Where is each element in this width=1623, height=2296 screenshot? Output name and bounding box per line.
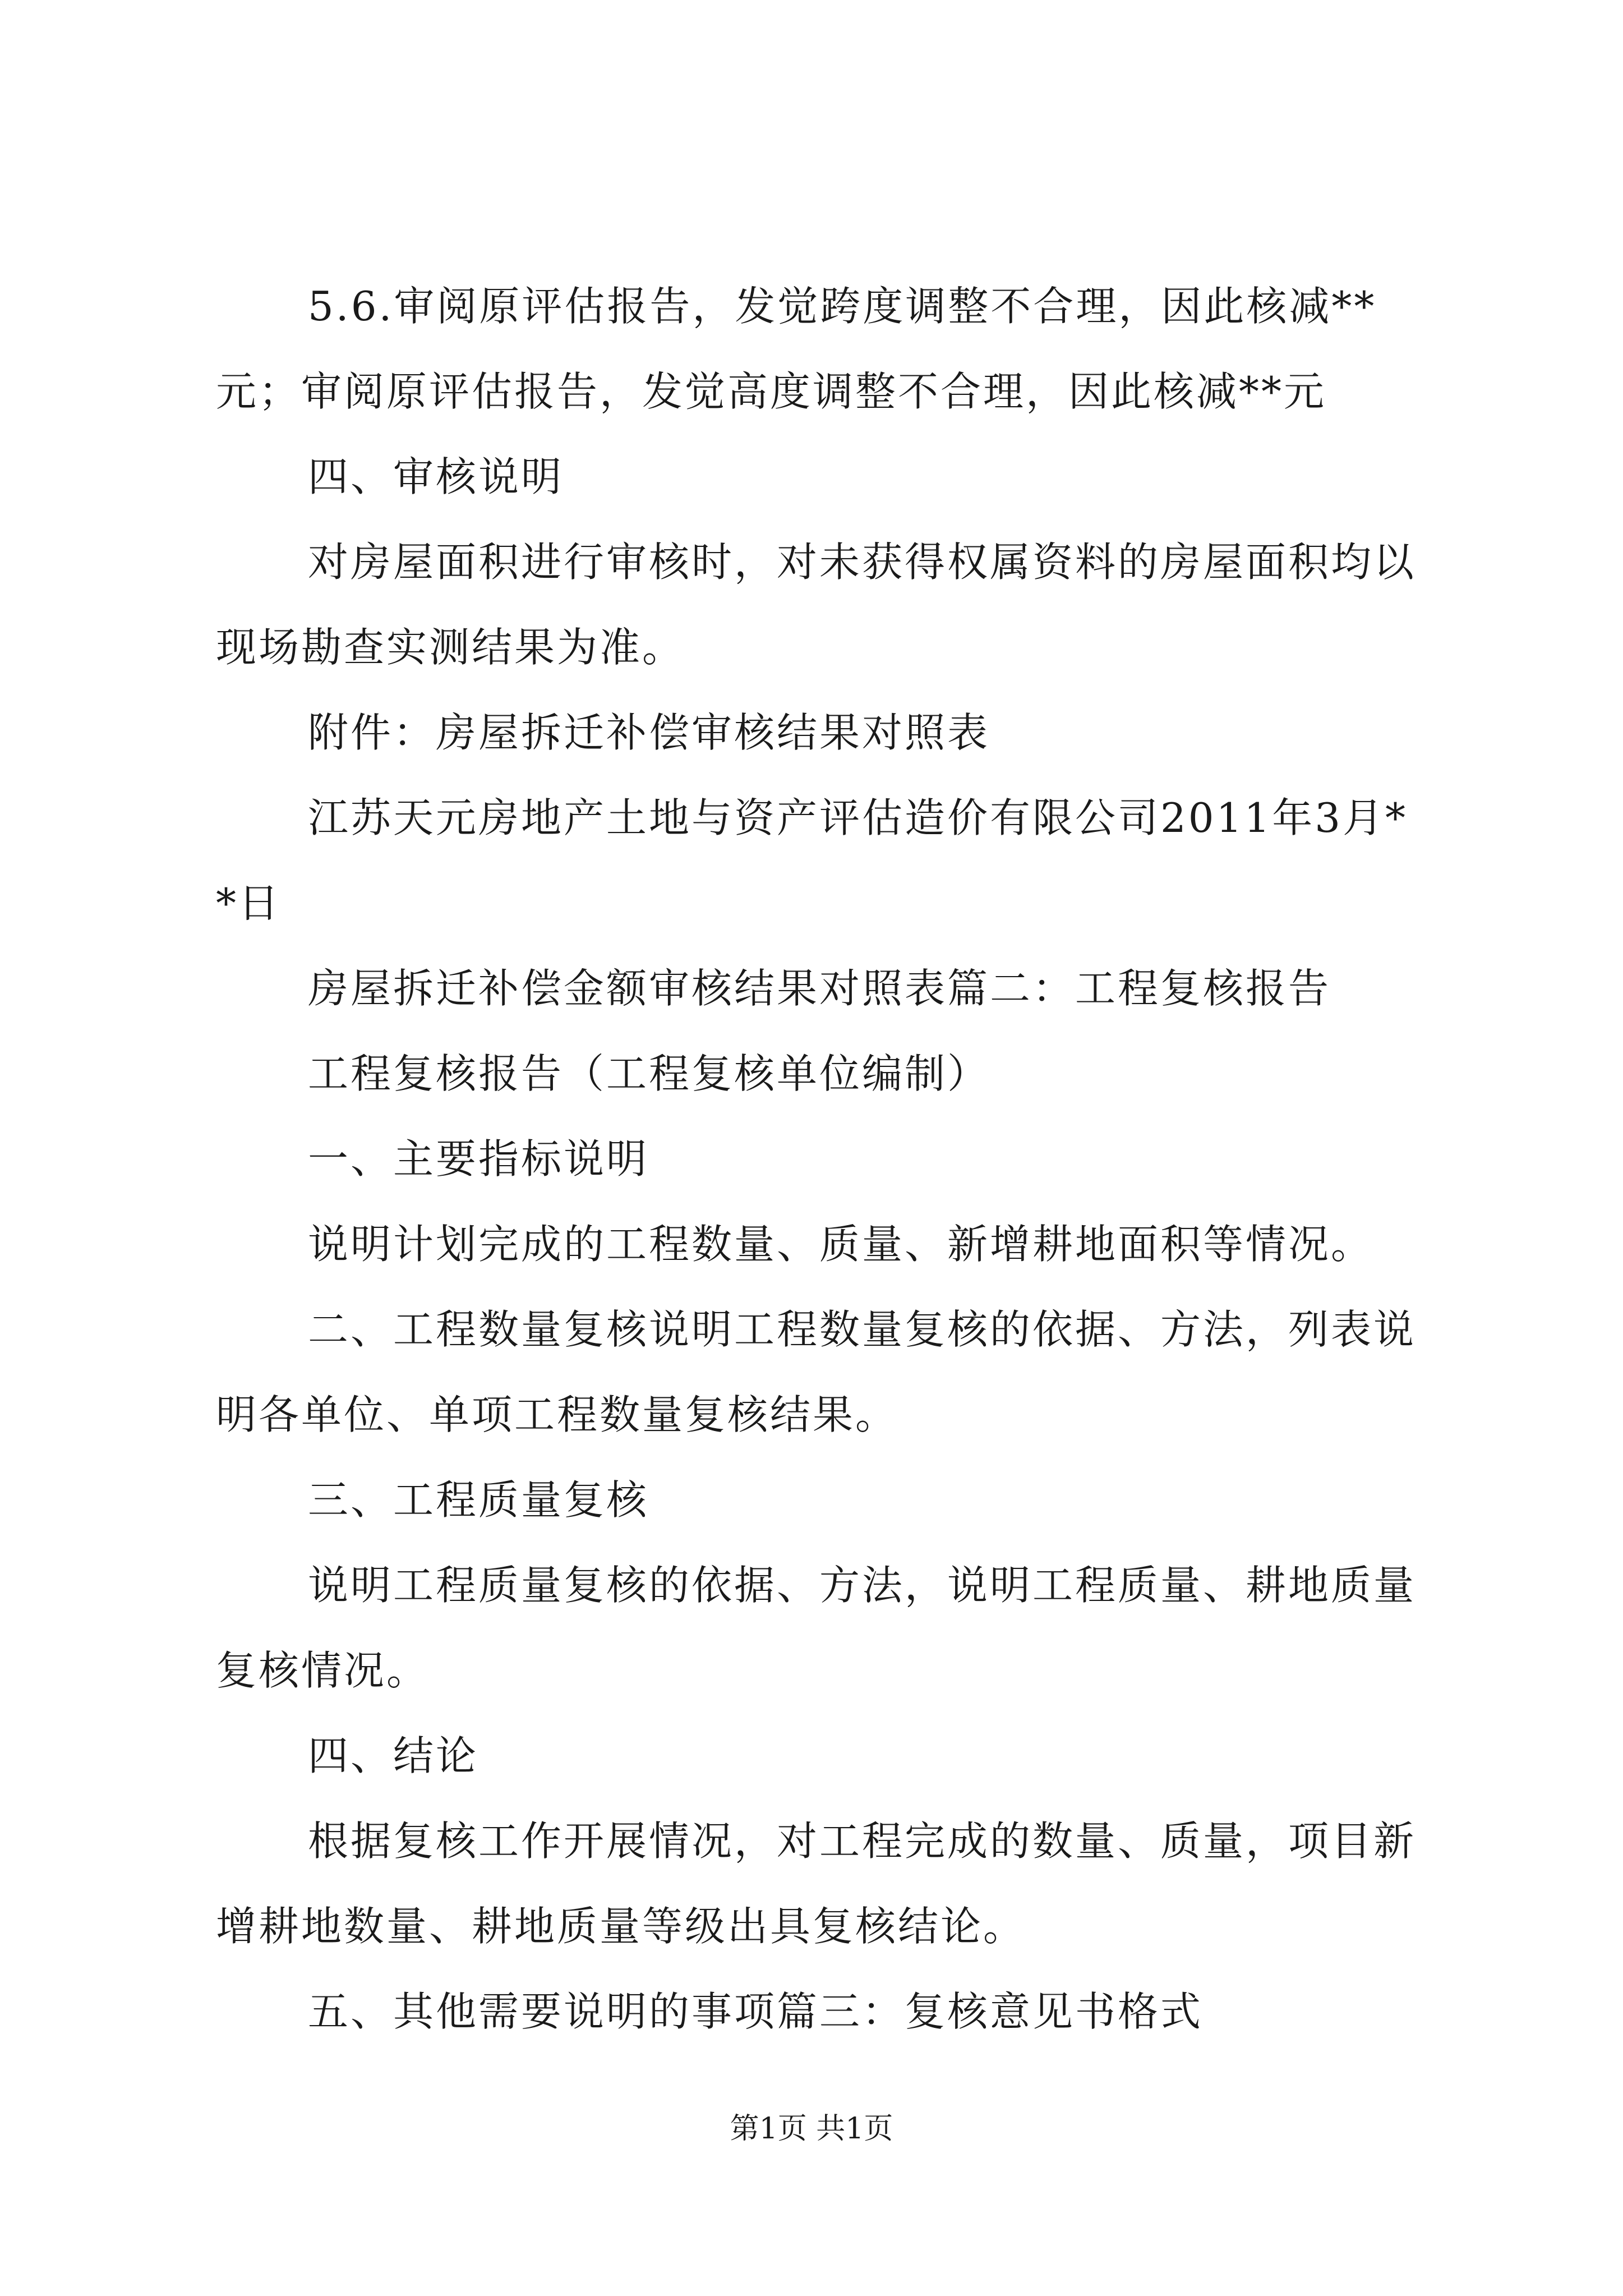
paragraph-review-adjustments: 5.6.审阅原评估报告，发觉跨度调整不合理，因此核减**元；审阅原评估报告，发觉高度调整不合理，因此核减**元 — [216, 283, 1377, 415]
document-body — [216, 264, 1422, 2054]
paragraph-conclusion-text: 根据复核工作开展情况，对工程完成的数量、质量，项目新增耕地数量、耕地质量等级出具复核结论。 — [216, 1818, 1417, 1950]
heading-conclusion: 四、结论 — [308, 1732, 479, 1779]
paragraph-report-title: 工程复核报告（工程复核单位编制） — [308, 1050, 990, 1097]
heading-review-notes: 四、审核说明 — [308, 453, 564, 500]
paragraph-area-review: 对房屋面积进行审核时，对未获得权属资料的房屋面积均以现场勘查实测结果为准。 — [216, 539, 1417, 671]
heading-main-indicators: 一、主要指标说明 — [308, 1135, 649, 1182]
paragraph-other-matters: 五、其他需要说明的事项篇三：复核意见书格式 — [308, 1988, 1204, 2035]
paragraph-company-date: 江苏天元房地产土地与资产评估造价有限公司2011年3月**日 — [216, 794, 1408, 927]
paragraph-part-two-title: 房屋拆迁补偿金额审核结果对照表篇二：工程复核报告 — [308, 965, 1331, 1012]
paragraph-quality-text: 说明工程质量复核的依据、方法，说明工程质量、耕地质量复核情况。 — [216, 1562, 1417, 1694]
paragraph-quantity-review: 二、工程数量复核说明工程数量复核的依据、方法，列表说明各单位、单项工程数量复核结果。 — [216, 1306, 1417, 1438]
paragraph-indicators-text: 说明计划完成的工程数量、质量、新增耕地面积等情况。 — [308, 1221, 1374, 1268]
heading-quality-review: 三、工程质量复核 — [308, 1476, 649, 1524]
paragraph-attachment: 附件：房屋拆迁补偿审核结果对照表 — [308, 709, 990, 756]
page-number-footer: 第1页 共1页 — [730, 2112, 893, 2146]
